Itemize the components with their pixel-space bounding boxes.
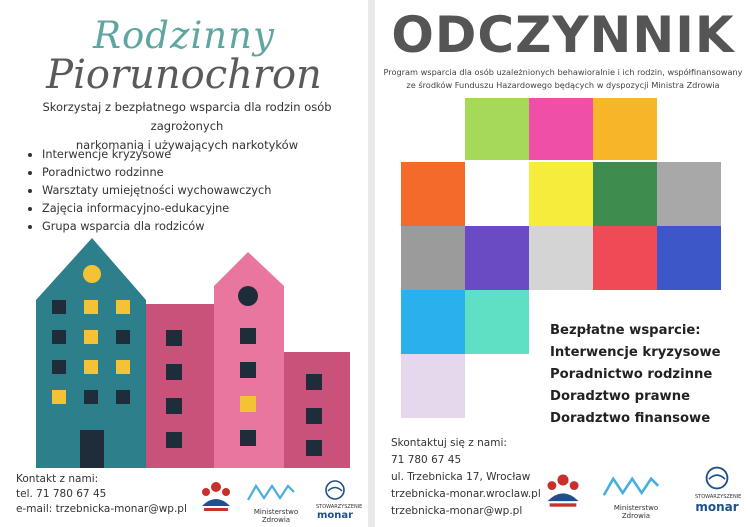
contact-address: ul. Trzebnicka 17, Wrocław (391, 471, 531, 483)
tile-light-grey (529, 226, 593, 290)
title-piorunochron: Piorunochron (46, 52, 322, 98)
ministry-wave-icon (601, 474, 661, 500)
contact-email: e-mail: trzebnicka-monar@wp.pl (16, 503, 187, 515)
service-item: Zajęcia informacyjno-edukacyjne (26, 200, 271, 218)
service-item: Interwencje kryzysowe (26, 146, 271, 164)
tile-grey (657, 162, 721, 226)
offer-item: Poradnictwo rodzinne (550, 367, 713, 382)
offer-heading: Bezpłatne wsparcie: (550, 323, 701, 338)
tile-dark-grey (401, 226, 465, 290)
tile-mint (465, 290, 529, 354)
monar-family-logo (543, 470, 583, 510)
services-list (26, 146, 271, 236)
service-item: Poradnictwo rodzinne (26, 164, 271, 182)
ministry-logo (246, 482, 306, 524)
intro-line-1: Skorzystaj z bezpłatnego wsparcia dla rodzin osób zagrożonych (42, 100, 332, 133)
left-flyer (0, 0, 368, 527)
ministry-wave-icon (246, 482, 296, 504)
contact-phone: 71 780 67 45 (391, 454, 462, 466)
offer-item: Doradztwo prawne (550, 389, 691, 404)
tile-coral (593, 226, 657, 290)
tile-lavender (401, 354, 465, 418)
buildings-illustration (0, 232, 368, 468)
offer-item: Doradztwo finansowe (550, 411, 711, 426)
monar-label: monar (695, 500, 739, 514)
monar-small-label: STOWARZYSZENIE (695, 494, 742, 500)
tile-red-orange (401, 162, 465, 226)
monar-label: monar (316, 510, 354, 521)
offer-item: Interwencje kryzysowe (550, 345, 721, 360)
tile-white (465, 162, 529, 226)
tile-pink (529, 98, 593, 160)
title-rodzinny: Rodzinny (93, 14, 275, 57)
service-item: Warsztaty umiejętności wychowawczych (26, 182, 271, 200)
tile-orange (593, 98, 657, 160)
contact-phone: tel. 71 780 67 45 (16, 488, 107, 500)
program-line-1: Program wsparcia dla osób uzależnionych behawioralnie i ich rodzin, współfinansowany (383, 67, 743, 77)
contact-left (16, 472, 187, 517)
offer-list (550, 320, 721, 430)
contact-heading: Skontaktuj się z nami: (391, 437, 507, 449)
monar-circle-icon (316, 480, 354, 500)
monar-circle-icon (695, 466, 739, 490)
service-item: Grupa wsparcia dla rodziców (26, 218, 271, 236)
contact-heading: Kontakt z nami: (16, 473, 99, 485)
title-odczynnik: ODCZYNNIK (391, 6, 735, 64)
contact-right (391, 435, 541, 520)
program-text (383, 66, 743, 92)
ministry-logo (601, 474, 671, 520)
tile-sky (401, 290, 465, 354)
monar-family-logo (198, 478, 234, 514)
intro-line-2: narkomanią i używających narkotyków (75, 138, 299, 152)
program-line-2: ze środków Funduszu Hazardowego będących w dyspozycji Ministra Zdrowia (406, 80, 720, 90)
tile-green (593, 162, 657, 226)
contact-email: trzebnicka-monar@wp.pl (391, 505, 523, 517)
ministry-label: Ministerstwo Zdrowia (613, 504, 659, 520)
monar-logo (695, 466, 742, 514)
right-flyer (375, 0, 750, 527)
contact-website: trzebnicka-monar.wroclaw.pl (391, 488, 541, 500)
monar-small-label: STOWARZYSZENIE (316, 504, 363, 510)
tile-lime (465, 98, 529, 160)
tile-purple (465, 226, 529, 290)
tile-yellow (529, 162, 593, 226)
monar-logo (316, 480, 363, 521)
tile-blue (657, 226, 721, 290)
ministry-label: Ministerstwo Zdrowia (253, 508, 299, 524)
